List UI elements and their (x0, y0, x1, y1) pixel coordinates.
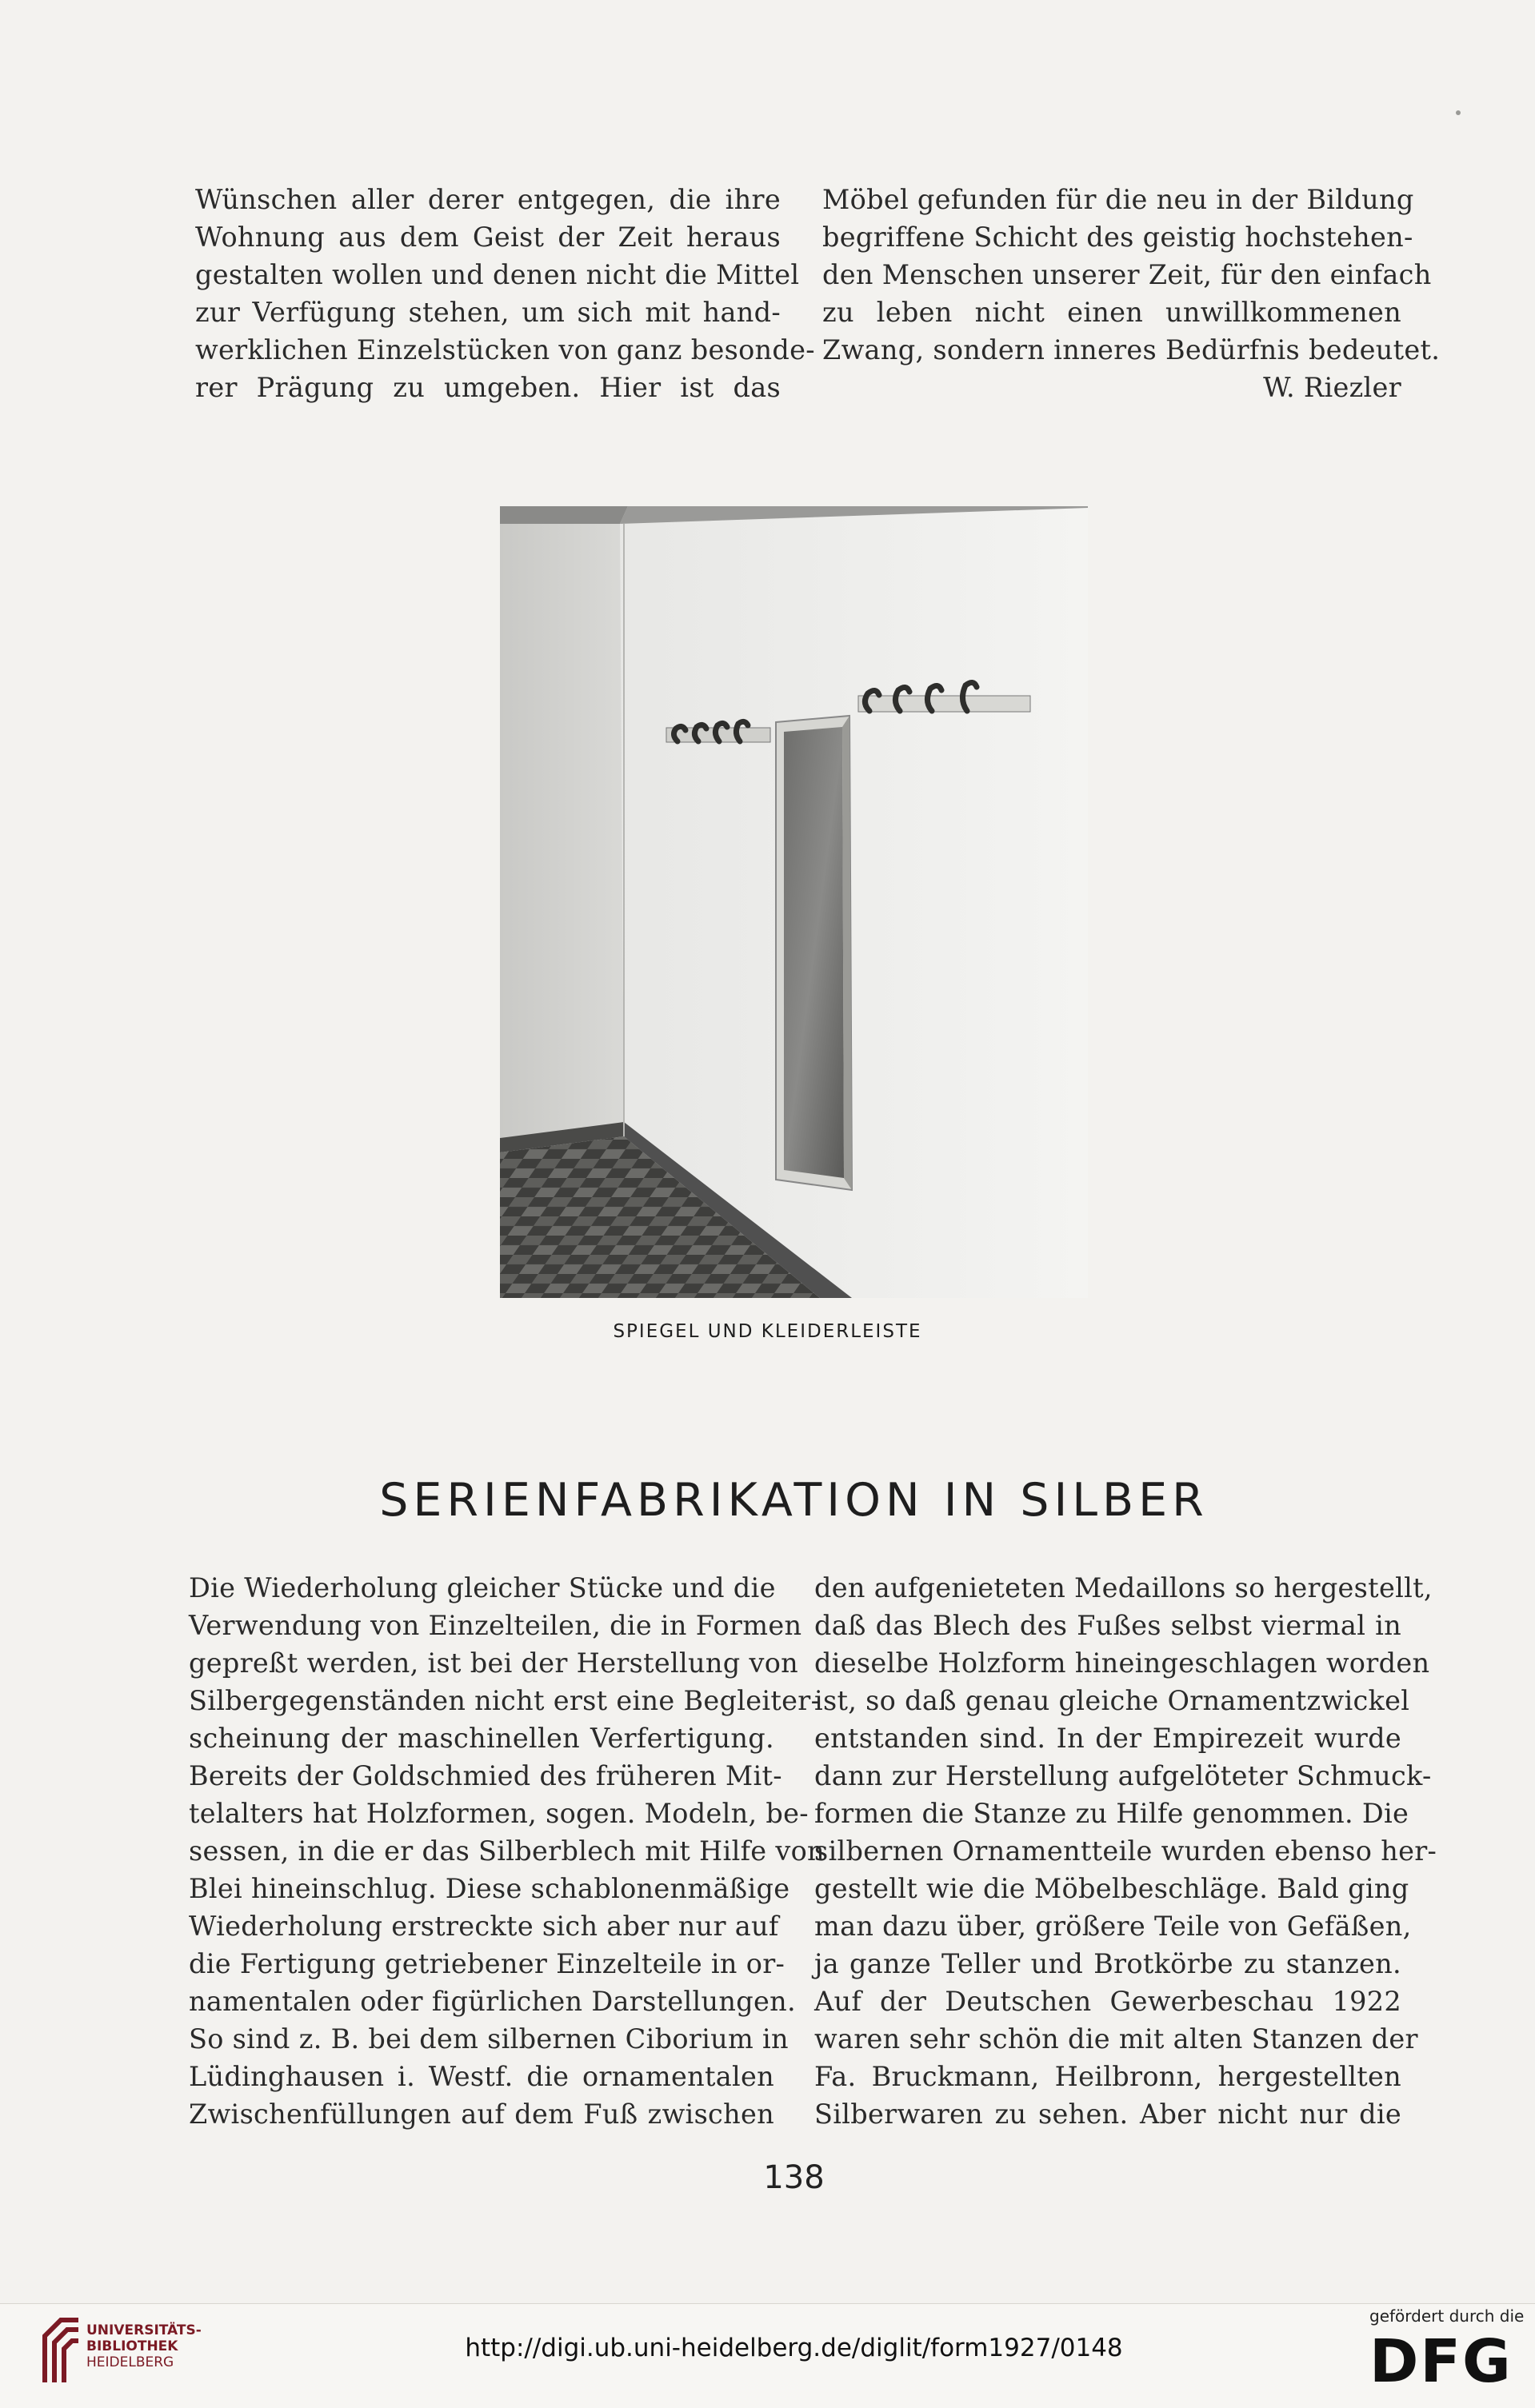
text-line: gestalten wollen und denen nicht die Mittel (195, 259, 800, 290)
text-line: zu leben nicht einen unwillkommenen (822, 297, 1401, 328)
text-line: Lüdinghausen i. Westf. die ornamentalen (189, 2061, 774, 2092)
text-line: Verwendung von Einzelteilen, die in Formen (189, 1610, 802, 1641)
text-line: namentalen oder figürlichen Darstellungen. (189, 1986, 796, 2017)
text-line: telalters hat Holzformen, sogen. Modeln, be- (189, 1798, 809, 1829)
text-line: ist, so daß genau gleiche Ornamentzwickel (814, 1685, 1410, 1716)
text-line: Auf der Deutschen Gewerbeschau 1922 (814, 1986, 1401, 2017)
text-line: Zwischenfüllungen auf dem Fuß zwischen (189, 2099, 774, 2130)
text-line: scheinung der maschinellen Verfertigung. (189, 1723, 774, 1754)
text-line: dieselbe Holzform hineingeschlagen worden (814, 1647, 1430, 1679)
dfg-logo: DFG (1369, 2327, 1513, 2396)
text-line: ja ganze Teller und Brotkörbe zu stanzen. (814, 1948, 1401, 1979)
text-line: Zwang, sondern inneres Bedürfnis bedeutet. (822, 334, 1441, 365)
text-line: daß das Blech des Fußes selbst viermal in (814, 1610, 1401, 1641)
paper-speck (1456, 110, 1461, 115)
text-line: zur Verfügung stehen, um sich mit hand- (195, 297, 781, 328)
bottom-left-column (189, 1569, 825, 2133)
text-line: dann zur Herstellung aufgelöteter Schmuck- (814, 1760, 1432, 1791)
text-line: Wiederholung erstreckte sich aber nur auf (189, 1911, 779, 1942)
text-line: rer Prägung zu umgeben. Hier ist das (195, 372, 781, 403)
text-line: Wohnung aus dem Geist der Zeit heraus (195, 222, 781, 253)
text-line: Silberwaren zu sehen. Aber nicht nur die (814, 2099, 1401, 2130)
text-line: Silbergegenständen nicht erst eine Begleiter- (189, 1685, 821, 1716)
photo-caption: SPIEGEL UND KLEIDERLEISTE (613, 1321, 922, 1342)
text-line: Möbel gefunden für die neu in der Bildung (822, 184, 1414, 215)
library-name-line1: UNIVERSITÄTS- (86, 2322, 202, 2338)
text-line: die Fertigung getriebener Einzelteile in or- (189, 1948, 785, 1979)
top-right-column (822, 181, 1441, 406)
text-line: Bereits der Goldschmied des früheren Mit- (189, 1760, 782, 1791)
text-line: werklichen Einzelstücken von ganz besonde- (195, 334, 815, 365)
text-line: man dazu über, größere Teile von Gefäßen, (814, 1911, 1412, 1942)
text-line: Blei hineinschlug. Diese schablonenmäßige (189, 1873, 790, 1904)
text-line: gepreßt werden, ist bei der Herstellung von (189, 1647, 799, 1679)
text-line: Die Wiederholung gleicher Stücke und die (189, 1572, 776, 1603)
library-name-line3: HEIDELBERG (86, 2354, 174, 2370)
section-heading: SERIENFABRIKATION IN SILBER (379, 1474, 1209, 1527)
text-line: sessen, in die er das Silberblech mit Hilfe von (189, 1835, 825, 1867)
text-line: silbernen Ornamentteile wurden ebenso her- (814, 1835, 1437, 1867)
photo-mirror-coat-rack (500, 506, 1088, 1298)
text-line: waren sehr schön die mit alten Stanzen der (814, 2023, 1418, 2055)
text-line: Fa. Bruckmann, Heilbronn, hergestellten (814, 2061, 1401, 2092)
permalink-url[interactable]: http://digi.ub.uni-heidelberg.de/diglit/form1927/0148 (465, 2334, 1123, 2362)
text-line: den Menschen unserer Zeit, für den einfach (822, 259, 1432, 290)
bottom-right-column (814, 1569, 1437, 2133)
top-left-column (195, 181, 815, 406)
text-line: formen die Stanze zu Hilfe genommen. Die (814, 1798, 1409, 1829)
text-line: begriffene Schicht des geistig hochstehen- (822, 222, 1413, 253)
text-line: Wünschen aller derer entgegen, die ihre (195, 184, 781, 215)
signature: W. Riezler (1263, 372, 1401, 403)
funded-by-label: gefördert durch die (1369, 2306, 1525, 2326)
library-name-line2: BIBLIOTHEK (86, 2338, 178, 2354)
text-line: entstanden sind. In der Empirezeit wurde (814, 1723, 1401, 1754)
text-line: gestellt wie die Möbelbeschläge. Bald ging (814, 1873, 1409, 1904)
text-line: den aufgenieteten Medaillons so hergestellt, (814, 1572, 1433, 1603)
page-number: 138 (763, 2159, 825, 2196)
text-line: So sind z. B. bei dem silbernen Ciborium in (189, 2023, 789, 2055)
